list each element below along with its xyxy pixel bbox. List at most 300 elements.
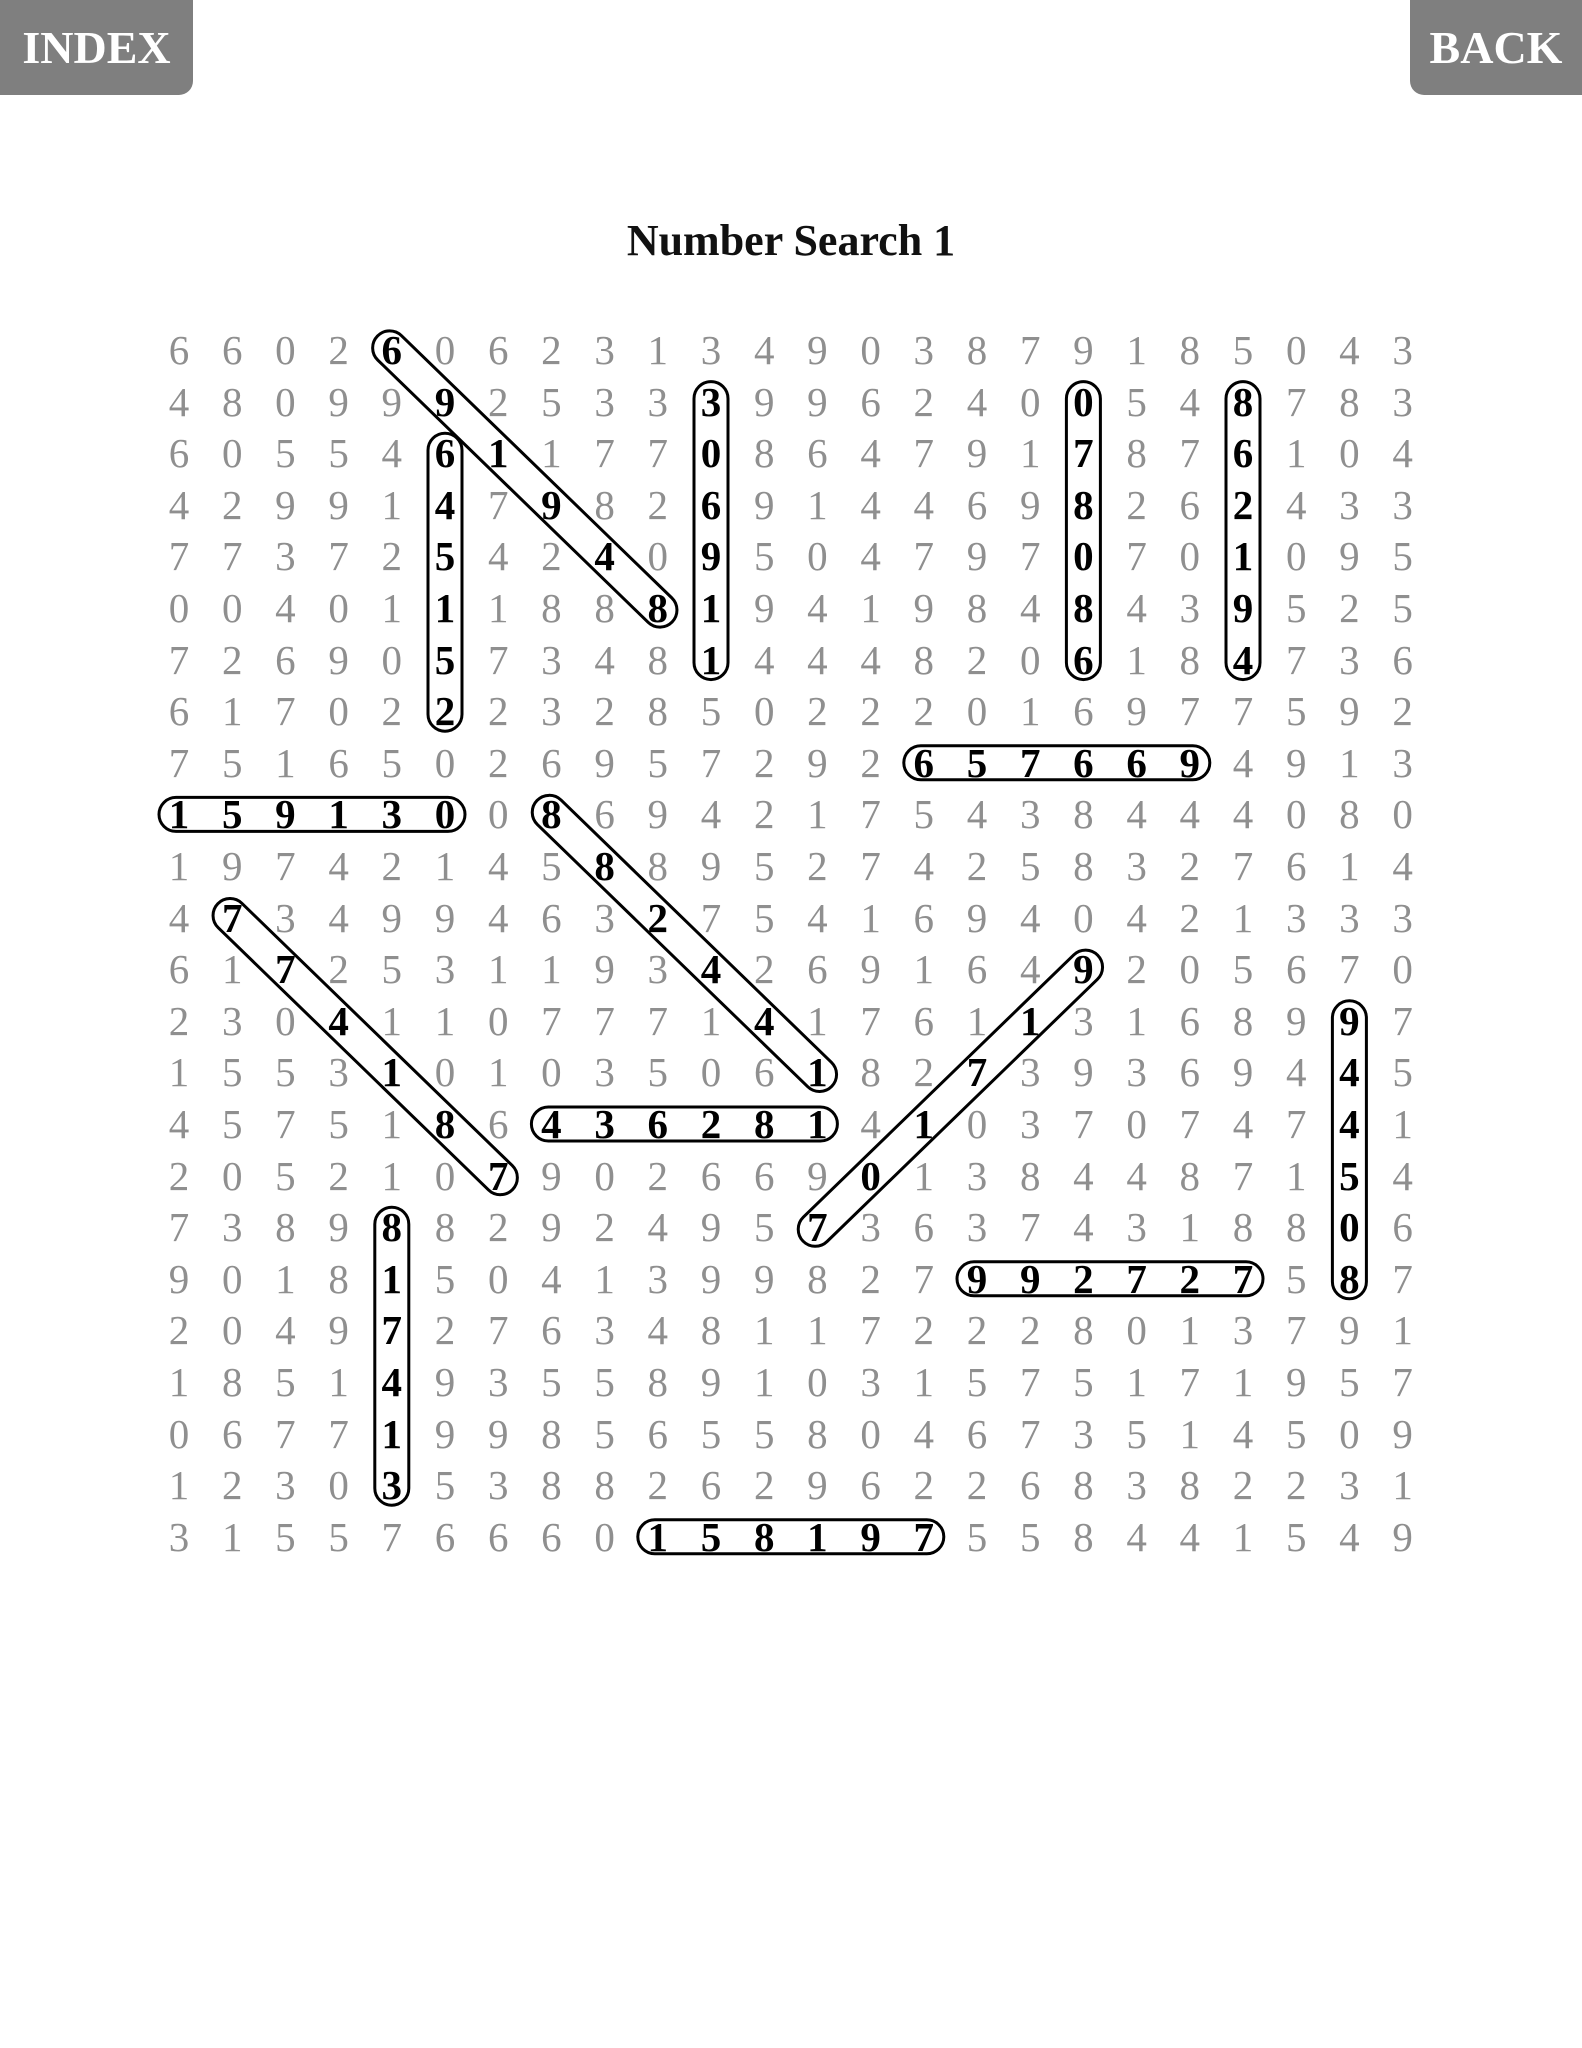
- grid-cell[interactable]: 7: [1019, 1410, 1041, 1457]
- grid-cell[interactable]: 9: [807, 1462, 828, 1509]
- grid-cell[interactable]: 9: [753, 585, 775, 631]
- grid-cell[interactable]: 0: [1339, 1204, 1360, 1251]
- grid-cell[interactable]: 6: [275, 636, 296, 683]
- grid-cell[interactable]: 9: [328, 481, 349, 528]
- grid-cell[interactable]: 7: [1232, 1255, 1254, 1302]
- grid-cell[interactable]: 8: [1073, 791, 1094, 838]
- grid-cell[interactable]: 3: [700, 378, 722, 425]
- grid-cell[interactable]: 9: [807, 739, 828, 786]
- grid-cell[interactable]: 6: [1179, 481, 1201, 528]
- grid-cell[interactable]: 9: [221, 843, 243, 889]
- grid-cell[interactable]: 8: [700, 1307, 722, 1354]
- grid-cell[interactable]: 1: [913, 1152, 935, 1199]
- grid-cell[interactable]: 4: [913, 843, 935, 889]
- grid-cell[interactable]: 7: [168, 533, 190, 580]
- grid-cell[interactable]: 3: [1073, 997, 1094, 1044]
- grid-cell[interactable]: 0: [966, 688, 988, 735]
- index-button[interactable]: INDEX: [0, 0, 193, 95]
- grid-cell[interactable]: 1: [807, 481, 828, 528]
- grid-cell[interactable]: 9: [1339, 688, 1360, 735]
- grid-cell[interactable]: 4: [1232, 791, 1254, 838]
- grid-cell[interactable]: 1: [1232, 894, 1254, 941]
- grid-cell[interactable]: 6: [807, 430, 828, 477]
- grid-cell[interactable]: 3: [541, 688, 562, 735]
- grid-cell[interactable]: 5: [1285, 1410, 1307, 1457]
- grid-cell[interactable]: 6: [541, 1513, 562, 1560]
- grid-cell[interactable]: 7: [860, 843, 881, 889]
- grid-cell[interactable]: 3: [594, 894, 615, 941]
- grid-cell[interactable]: 9: [594, 739, 615, 786]
- grid-cell[interactable]: 9: [753, 481, 775, 528]
- grid-cell[interactable]: 8: [1179, 636, 1201, 683]
- grid-cell[interactable]: 3: [221, 1204, 243, 1251]
- grid-cell[interactable]: 1: [807, 1049, 828, 1096]
- grid-cell[interactable]: 8: [1339, 378, 1360, 425]
- grid-cell[interactable]: 7: [1126, 1255, 1147, 1302]
- grid-cell[interactable]: 3: [700, 327, 722, 373]
- grid-cell[interactable]: 2: [860, 739, 881, 786]
- grid-cell[interactable]: 3: [168, 1513, 190, 1560]
- grid-cell[interactable]: 6: [913, 894, 935, 941]
- grid-cell[interactable]: 3: [1126, 843, 1147, 889]
- grid-cell[interactable]: 0: [434, 327, 456, 373]
- grid-cell[interactable]: 4: [807, 894, 828, 941]
- grid-cell[interactable]: 4: [487, 894, 509, 941]
- grid-cell[interactable]: 4: [1339, 1101, 1360, 1147]
- grid-cell[interactable]: 6: [1285, 946, 1307, 993]
- grid-cell[interactable]: 6: [541, 1307, 562, 1354]
- grid-cell[interactable]: 5: [700, 688, 722, 735]
- grid-cell[interactable]: 3: [434, 946, 456, 993]
- grid-cell[interactable]: 6: [700, 1462, 722, 1509]
- grid-cell[interactable]: 4: [1232, 636, 1254, 683]
- grid-cell[interactable]: 2: [1232, 481, 1254, 528]
- grid-cell[interactable]: 2: [807, 843, 828, 889]
- grid-cell[interactable]: 4: [1019, 585, 1041, 631]
- grid-cell[interactable]: 5: [275, 430, 296, 477]
- grid-cell[interactable]: 9: [1073, 946, 1094, 993]
- grid-cell[interactable]: 0: [434, 791, 456, 838]
- grid-cell[interactable]: 6: [966, 481, 988, 528]
- grid-cell[interactable]: 7: [1019, 1359, 1041, 1405]
- grid-cell[interactable]: 1: [221, 688, 243, 735]
- grid-cell[interactable]: 8: [1073, 1513, 1094, 1560]
- grid-cell[interactable]: 7: [1179, 430, 1201, 477]
- grid-cell[interactable]: 0: [275, 997, 296, 1044]
- grid-cell[interactable]: 1: [541, 946, 562, 993]
- grid-cell[interactable]: 5: [328, 430, 349, 477]
- grid-cell[interactable]: 0: [647, 533, 669, 580]
- grid-cell[interactable]: 1: [328, 1359, 349, 1405]
- grid-cell[interactable]: 3: [1339, 894, 1360, 941]
- grid-cell[interactable]: 4: [594, 533, 615, 580]
- grid-cell[interactable]: 2: [434, 1307, 456, 1354]
- grid-cell[interactable]: 9: [434, 1410, 456, 1457]
- grid-cell[interactable]: 4: [700, 946, 722, 993]
- grid-cell[interactable]: 2: [913, 1462, 935, 1509]
- grid-cell[interactable]: 1: [1232, 1359, 1254, 1405]
- grid-cell[interactable]: 1: [700, 636, 722, 683]
- grid-cell[interactable]: 9: [381, 378, 403, 425]
- grid-cell[interactable]: 2: [541, 327, 562, 373]
- grid-cell[interactable]: 8: [1073, 585, 1094, 631]
- grid-cell[interactable]: 1: [860, 585, 881, 631]
- grid-cell[interactable]: 9: [434, 378, 456, 425]
- grid-cell[interactable]: 0: [1019, 378, 1041, 425]
- grid-cell[interactable]: 7: [541, 997, 562, 1044]
- grid-cell[interactable]: 1: [381, 585, 403, 631]
- grid-cell[interactable]: 4: [168, 894, 190, 941]
- grid-cell[interactable]: 8: [647, 688, 669, 735]
- grid-cell[interactable]: 0: [1285, 327, 1307, 373]
- grid-cell[interactable]: 1: [647, 327, 669, 373]
- grid-cell[interactable]: 8: [807, 1410, 828, 1457]
- grid-cell[interactable]: 9: [168, 1255, 190, 1302]
- grid-cell[interactable]: 5: [221, 791, 243, 838]
- grid-cell[interactable]: 6: [168, 430, 190, 477]
- grid-cell[interactable]: 1: [1232, 1513, 1254, 1560]
- grid-cell[interactable]: 7: [1019, 327, 1041, 373]
- grid-cell[interactable]: 0: [1285, 791, 1307, 838]
- grid-cell[interactable]: 5: [221, 1049, 243, 1096]
- grid-cell[interactable]: 7: [328, 1410, 349, 1457]
- grid-cell[interactable]: 4: [1392, 843, 1413, 889]
- grid-cell[interactable]: 8: [647, 585, 669, 631]
- grid-cell[interactable]: 0: [594, 1513, 615, 1560]
- grid-cell[interactable]: 5: [1285, 688, 1307, 735]
- grid-cell[interactable]: 4: [1392, 430, 1413, 477]
- grid-cell[interactable]: 9: [594, 946, 615, 993]
- grid-cell[interactable]: 4: [275, 1307, 296, 1354]
- grid-cell[interactable]: 2: [328, 1152, 349, 1199]
- grid-cell[interactable]: 1: [381, 1410, 403, 1457]
- grid-cell[interactable]: 5: [700, 1513, 722, 1560]
- grid-cell[interactable]: 2: [753, 791, 775, 838]
- grid-cell[interactable]: 4: [753, 327, 775, 373]
- grid-cell[interactable]: 1: [1126, 997, 1147, 1044]
- grid-cell[interactable]: 9: [700, 533, 722, 580]
- grid-cell[interactable]: 9: [753, 378, 775, 425]
- grid-cell[interactable]: 8: [594, 1462, 615, 1509]
- grid-cell[interactable]: 6: [168, 327, 190, 373]
- grid-cell[interactable]: 5: [913, 791, 935, 838]
- grid-cell[interactable]: 6: [221, 1410, 243, 1457]
- grid-cell[interactable]: 4: [966, 791, 988, 838]
- grid-cell[interactable]: 3: [860, 1204, 881, 1251]
- grid-cell[interactable]: 9: [1179, 739, 1201, 786]
- grid-cell[interactable]: 3: [1179, 585, 1201, 631]
- grid-cell[interactable]: 6: [381, 327, 403, 373]
- grid-cell[interactable]: 3: [1073, 1410, 1094, 1457]
- grid-cell[interactable]: 5: [381, 946, 403, 993]
- grid-cell[interactable]: 3: [966, 1204, 988, 1251]
- grid-cell[interactable]: 6: [434, 1513, 456, 1560]
- grid-cell[interactable]: 4: [647, 1204, 669, 1251]
- grid-cell[interactable]: 0: [1392, 791, 1413, 838]
- grid-cell[interactable]: 3: [594, 1049, 615, 1096]
- grid-cell[interactable]: 9: [647, 791, 669, 838]
- grid-cell[interactable]: 2: [221, 1462, 243, 1509]
- grid-cell[interactable]: 6: [860, 1462, 881, 1509]
- grid-cell[interactable]: 3: [275, 533, 296, 580]
- grid-cell[interactable]: 1: [434, 585, 456, 631]
- grid-cell[interactable]: 5: [700, 1410, 722, 1457]
- grid-cell[interactable]: 6: [1179, 997, 1201, 1044]
- grid-cell[interactable]: 2: [434, 688, 456, 735]
- grid-cell[interactable]: 8: [541, 1462, 562, 1509]
- grid-cell[interactable]: 4: [807, 585, 828, 631]
- grid-cell[interactable]: 2: [487, 378, 509, 425]
- grid-cell[interactable]: 4: [700, 791, 722, 838]
- grid-cell[interactable]: 3: [594, 1307, 615, 1354]
- grid-cell[interactable]: 6: [221, 327, 243, 373]
- grid-cell[interactable]: 1: [487, 1049, 509, 1096]
- grid-cell[interactable]: 1: [1392, 1462, 1413, 1509]
- grid-cell[interactable]: 1: [275, 739, 296, 786]
- grid-cell[interactable]: 0: [1179, 533, 1201, 580]
- grid-cell[interactable]: 4: [1179, 791, 1201, 838]
- grid-cell[interactable]: 6: [1232, 430, 1254, 477]
- grid-cell[interactable]: 4: [1232, 739, 1254, 786]
- grid-cell[interactable]: 4: [1232, 1410, 1254, 1457]
- grid-cell[interactable]: 6: [1126, 739, 1147, 786]
- grid-cell[interactable]: 4: [1126, 894, 1147, 941]
- grid-cell[interactable]: 3: [1392, 894, 1413, 941]
- grid-cell[interactable]: 8: [1073, 1462, 1094, 1509]
- grid-cell[interactable]: 0: [168, 1410, 190, 1457]
- grid-cell[interactable]: 1: [647, 1513, 669, 1560]
- grid-cell[interactable]: 1: [381, 1255, 403, 1302]
- grid-cell[interactable]: 2: [594, 688, 615, 735]
- grid-cell[interactable]: 9: [328, 636, 349, 683]
- grid-cell[interactable]: 0: [221, 585, 243, 631]
- grid-cell[interactable]: 4: [1126, 1513, 1147, 1560]
- grid-cell[interactable]: 0: [966, 1101, 988, 1147]
- grid-cell[interactable]: 0: [275, 327, 296, 373]
- grid-cell[interactable]: 1: [1126, 1359, 1147, 1405]
- grid-cell[interactable]: 8: [807, 1255, 828, 1302]
- grid-cell[interactable]: 4: [1019, 894, 1041, 941]
- grid-cell[interactable]: 9: [1285, 739, 1307, 786]
- grid-cell[interactable]: 3: [1392, 739, 1413, 786]
- grid-cell[interactable]: 0: [275, 378, 296, 425]
- grid-cell[interactable]: 3: [913, 327, 935, 373]
- grid-cell[interactable]: 6: [1019, 1462, 1041, 1509]
- grid-cell[interactable]: 6: [594, 791, 615, 838]
- grid-cell[interactable]: 5: [1232, 946, 1254, 993]
- grid-cell[interactable]: 0: [221, 1307, 243, 1354]
- grid-cell[interactable]: 7: [221, 533, 243, 580]
- grid-cell[interactable]: 0: [860, 1152, 881, 1199]
- grid-cell[interactable]: 8: [1179, 1462, 1201, 1509]
- grid-cell[interactable]: 7: [1285, 636, 1307, 683]
- grid-cell[interactable]: 6: [860, 378, 881, 425]
- grid-cell[interactable]: 2: [1073, 1255, 1094, 1302]
- grid-cell[interactable]: 4: [860, 481, 881, 528]
- grid-cell[interactable]: 5: [275, 1152, 296, 1199]
- grid-cell[interactable]: 2: [168, 1307, 190, 1354]
- grid-cell[interactable]: 2: [753, 739, 775, 786]
- grid-cell[interactable]: 9: [860, 946, 881, 993]
- grid-cell[interactable]: 6: [966, 946, 988, 993]
- grid-cell[interactable]: 9: [1339, 997, 1360, 1044]
- grid-cell[interactable]: 5: [328, 1513, 349, 1560]
- grid-cell[interactable]: 2: [647, 894, 669, 941]
- grid-cell[interactable]: 1: [807, 1513, 828, 1560]
- grid-cell[interactable]: 4: [1073, 1204, 1094, 1251]
- grid-cell[interactable]: 2: [1179, 1255, 1201, 1302]
- grid-cell[interactable]: 0: [328, 585, 349, 631]
- grid-cell[interactable]: 7: [487, 636, 509, 683]
- grid-cell[interactable]: 0: [1073, 378, 1094, 425]
- grid-cell[interactable]: 9: [1019, 1255, 1041, 1302]
- grid-cell[interactable]: 4: [647, 1307, 669, 1354]
- grid-cell[interactable]: 8: [541, 585, 562, 631]
- grid-cell[interactable]: 1: [381, 1049, 403, 1096]
- grid-cell[interactable]: 2: [381, 843, 403, 889]
- grid-cell[interactable]: 1: [221, 1513, 243, 1560]
- grid-cell[interactable]: 1: [966, 997, 988, 1044]
- grid-cell[interactable]: 4: [1126, 1152, 1147, 1199]
- grid-cell[interactable]: 7: [221, 894, 243, 941]
- grid-cell[interactable]: 6: [168, 946, 190, 993]
- grid-cell[interactable]: 4: [594, 636, 615, 683]
- grid-cell[interactable]: 4: [275, 585, 296, 631]
- grid-cell[interactable]: 3: [275, 1462, 296, 1509]
- grid-cell[interactable]: 0: [1019, 636, 1041, 683]
- grid-cell[interactable]: 0: [1339, 1410, 1360, 1457]
- grid-cell[interactable]: 2: [1285, 1462, 1307, 1509]
- grid-cell[interactable]: 5: [647, 1049, 669, 1096]
- grid-cell[interactable]: 1: [275, 1255, 296, 1302]
- grid-cell[interactable]: 1: [434, 843, 456, 889]
- grid-cell[interactable]: 8: [275, 1204, 296, 1251]
- grid-cell[interactable]: 9: [328, 1307, 349, 1354]
- grid-cell[interactable]: 2: [753, 946, 775, 993]
- grid-cell[interactable]: 2: [860, 1255, 881, 1302]
- grid-cell[interactable]: 8: [753, 430, 775, 477]
- grid-cell[interactable]: 8: [1019, 1152, 1041, 1199]
- grid-cell[interactable]: 3: [487, 1359, 509, 1405]
- grid-cell[interactable]: 5: [275, 1049, 296, 1096]
- grid-cell[interactable]: 4: [328, 894, 349, 941]
- grid-cell[interactable]: 7: [913, 533, 935, 580]
- grid-cell[interactable]: 7: [594, 997, 615, 1044]
- grid-cell[interactable]: 1: [753, 1307, 775, 1354]
- grid-cell[interactable]: 8: [1073, 843, 1094, 889]
- grid-cell[interactable]: 2: [1339, 585, 1360, 631]
- grid-cell[interactable]: 0: [1179, 946, 1201, 993]
- grid-cell[interactable]: 5: [1019, 843, 1041, 889]
- grid-cell[interactable]: 7: [1019, 1204, 1041, 1251]
- grid-cell[interactable]: 7: [860, 1307, 881, 1354]
- grid-cell[interactable]: 4: [1339, 1513, 1360, 1560]
- grid-cell[interactable]: 2: [1392, 688, 1413, 735]
- grid-cell[interactable]: 4: [1232, 1101, 1254, 1147]
- grid-cell[interactable]: 5: [966, 1359, 988, 1405]
- grid-cell[interactable]: 7: [381, 1513, 403, 1560]
- grid-cell[interactable]: 9: [860, 1513, 881, 1560]
- grid-cell[interactable]: 9: [275, 791, 296, 838]
- grid-cell[interactable]: 7: [1073, 430, 1094, 477]
- grid-cell[interactable]: 7: [1392, 997, 1413, 1044]
- grid-cell[interactable]: 2: [328, 946, 349, 993]
- grid-cell[interactable]: 3: [541, 636, 562, 683]
- grid-cell[interactable]: 5: [541, 1359, 562, 1405]
- grid-cell[interactable]: 4: [1019, 946, 1041, 993]
- grid-cell[interactable]: 4: [1126, 791, 1147, 838]
- grid-cell[interactable]: 4: [1179, 1513, 1201, 1560]
- grid-cell[interactable]: 0: [168, 585, 190, 631]
- grid-cell[interactable]: 3: [487, 1462, 509, 1509]
- grid-cell[interactable]: 7: [860, 997, 881, 1044]
- grid-cell[interactable]: 2: [913, 1049, 935, 1096]
- grid-cell[interactable]: 4: [807, 636, 828, 683]
- grid-cell[interactable]: 9: [700, 843, 722, 889]
- grid-cell[interactable]: 2: [647, 1462, 669, 1509]
- grid-cell[interactable]: 9: [913, 585, 935, 631]
- grid-cell[interactable]: 1: [487, 430, 509, 477]
- grid-cell[interactable]: 0: [1285, 533, 1307, 580]
- grid-cell[interactable]: 6: [487, 327, 509, 373]
- grid-cell[interactable]: 3: [328, 1049, 349, 1096]
- grid-cell[interactable]: 7: [487, 1307, 509, 1354]
- grid-cell[interactable]: 1: [1179, 1410, 1201, 1457]
- grid-cell[interactable]: 4: [328, 843, 349, 889]
- grid-cell[interactable]: 5: [275, 1513, 296, 1560]
- grid-cell[interactable]: 1: [168, 843, 190, 889]
- grid-cell[interactable]: 9: [1232, 585, 1254, 631]
- grid-cell[interactable]: 5: [1073, 1359, 1094, 1405]
- grid-cell[interactable]: 1: [434, 997, 456, 1044]
- grid-cell[interactable]: 4: [168, 1101, 190, 1147]
- grid-cell[interactable]: 0: [1073, 533, 1094, 580]
- grid-cell[interactable]: 2: [487, 688, 509, 735]
- grid-cell[interactable]: 3: [1126, 1049, 1147, 1096]
- grid-cell[interactable]: 1: [1126, 327, 1147, 373]
- grid-cell[interactable]: 1: [381, 997, 403, 1044]
- grid-cell[interactable]: 8: [381, 1204, 403, 1251]
- grid-cell[interactable]: 1: [541, 430, 562, 477]
- grid-cell[interactable]: 7: [1179, 1359, 1201, 1405]
- grid-cell[interactable]: 1: [594, 1255, 615, 1302]
- grid-cell[interactable]: 7: [1392, 1359, 1413, 1405]
- grid-cell[interactable]: 9: [328, 1204, 349, 1251]
- grid-cell[interactable]: 8: [221, 378, 243, 425]
- grid-cell[interactable]: 8: [541, 1410, 562, 1457]
- grid-cell[interactable]: 5: [1392, 1049, 1413, 1096]
- grid-cell[interactable]: 7: [1339, 946, 1360, 993]
- grid-cell[interactable]: 2: [594, 1204, 615, 1251]
- grid-cell[interactable]: 9: [541, 481, 562, 528]
- grid-cell[interactable]: 1: [1019, 997, 1041, 1044]
- grid-cell[interactable]: 0: [221, 1255, 243, 1302]
- grid-cell[interactable]: 1: [168, 791, 190, 838]
- grid-cell[interactable]: 2: [221, 636, 243, 683]
- grid-cell[interactable]: 7: [807, 1204, 828, 1251]
- grid-cell[interactable]: 1: [700, 997, 722, 1044]
- grid-cell[interactable]: 1: [1232, 533, 1254, 580]
- grid-cell[interactable]: 7: [1232, 688, 1254, 735]
- grid-cell[interactable]: 6: [1073, 739, 1094, 786]
- grid-cell[interactable]: 1: [487, 585, 509, 631]
- grid-cell[interactable]: 3: [594, 327, 615, 373]
- grid-cell[interactable]: 4: [966, 378, 988, 425]
- grid-cell[interactable]: 7: [1126, 533, 1147, 580]
- grid-cell[interactable]: 7: [1285, 1307, 1307, 1354]
- grid-cell[interactable]: 9: [1019, 481, 1041, 528]
- grid-cell[interactable]: 8: [1339, 791, 1360, 838]
